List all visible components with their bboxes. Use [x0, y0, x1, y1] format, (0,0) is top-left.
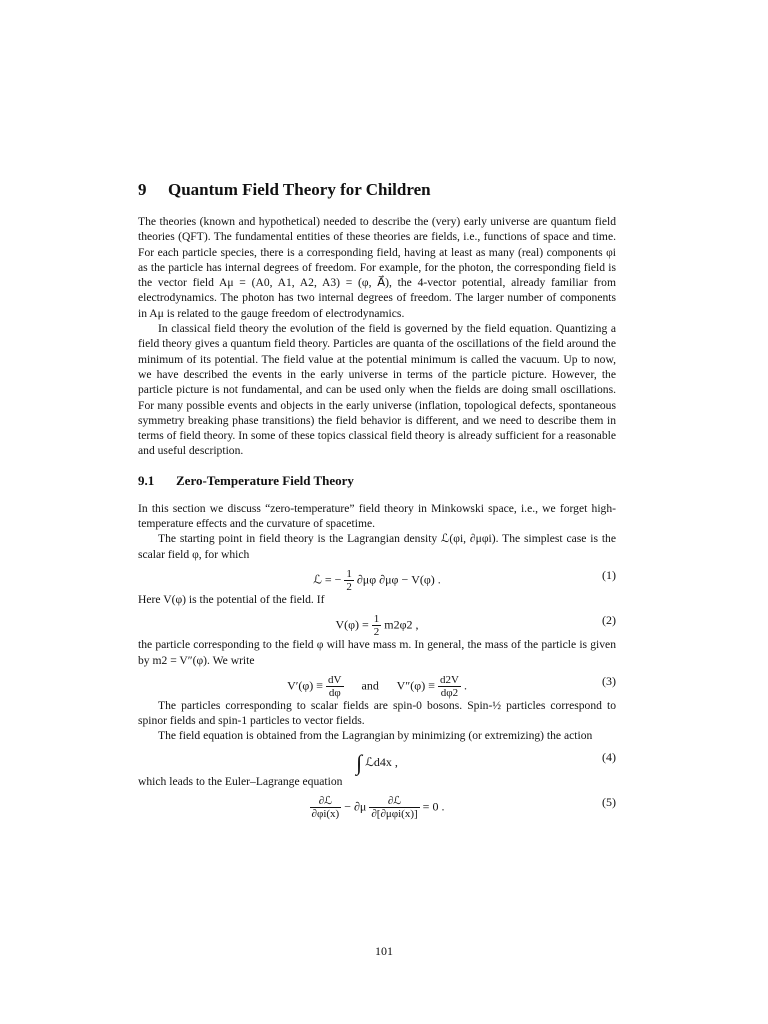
eq2-frac-den: 2: [373, 626, 380, 639]
eq3-tail: .: [463, 678, 467, 693]
page-number: 101: [375, 944, 393, 958]
section-number: 9: [138, 180, 147, 199]
eq3-lhs2: V″(φ) ≡: [396, 678, 435, 693]
page-content: [138, 180, 616, 819]
equation-3: [138, 668, 616, 698]
eq3-number: (3): [602, 673, 616, 688]
paragraph-spin: The particles corresponding to scalar fields are spin-0 bosons. Spin-½ particles correspond to spinor fields and spin-1 particles to vector fields.: [138, 698, 616, 728]
equation-2: [138, 607, 616, 637]
eq1-frac-den: 2: [346, 580, 352, 593]
paragraph-zero-temp: In this section we discuss “zero-temperature” field theory in Minkowski space, i.e., we forget high-temperature effects and the curvature of spacetime.: [138, 501, 616, 531]
eq2-fraction: [372, 613, 382, 638]
eq3-fraction-2: [438, 674, 461, 699]
eq1-number: (1): [602, 567, 616, 582]
paragraph-mass: the particle corresponding to the field φ will have mass m. In general, the mass of the particle is given by m2 = V″(φ). We write: [138, 638, 616, 667]
subsection-heading: [138, 473, 616, 489]
eq5-f1-num: ∂ℒ: [310, 795, 342, 808]
equation-5: [138, 789, 616, 819]
eq5-number: (5): [602, 795, 616, 810]
eq5-f2-den: ∂[∂μφi(x)]: [371, 808, 418, 821]
eq3-lhs1: V′(φ) ≡: [287, 678, 324, 693]
eq3-f2-den: dφ2: [440, 686, 459, 699]
equation-4: [138, 744, 616, 774]
paragraph-potential: Here V(φ) is the potential of the field. If: [138, 592, 325, 606]
eq5-mid: − ∂μ: [344, 799, 367, 814]
eq1-fraction: [344, 568, 354, 593]
eq2-rhs: m2φ2 ,: [384, 617, 419, 632]
equation-1: [138, 562, 616, 592]
eq5-f2-num: ∂ℒ: [369, 795, 419, 808]
eq3-and: and: [361, 678, 379, 693]
eq5-fraction-1: [310, 795, 342, 820]
eq4-integral: ∫: [356, 749, 363, 775]
eq3-f1-num: dV: [328, 673, 342, 686]
eq4-number: (4): [602, 749, 616, 764]
section-title: Quantum Field Theory for Children: [168, 180, 431, 199]
eq1-frac-num: 1: [346, 567, 352, 580]
section-heading: [138, 180, 616, 200]
eq3-fraction-1: [326, 674, 343, 699]
eq2-number: (2): [602, 613, 616, 628]
eq3-f1-den: dφ: [328, 686, 341, 699]
eq1-lhs: ℒ = −: [313, 572, 342, 587]
paragraph-intro: The theories (known and hypothetical) needed to describe the (very) early universe are quantum field theories (QFT). The fundamental entities of these theories are fields, i.e., functions of space and time. For each particle species, there is a corresponding field, having at least as many (real) components φi as the particle has internal degrees of freedom. For example, for the photon, the corresponding field is the vector field Aμ = (A0, A1, A2, A3) = (φ, A⃗), the 4-vector potential, already familiar from electrodynamics. The photon has two internal degrees of freedom. The larger number of components in Aμ is related to the gauge freedom of electrodynamics.: [138, 215, 616, 320]
paragraph-lagrangian: The starting point in field theory is the Lagrangian density ℒ(φi, ∂μφi). The simplest case is the scalar field φ, for which: [138, 532, 616, 561]
paragraph-classical-field: In classical field theory the evolution of the field is governed by the field equation. Quantizing a field theory gives a quantum field theory. Particles are quanta of the oscillations of the field around the minimum of its potential. The field value at the potential minimum is called the vacuum. Up to now, we have described the events in the early universe in terms of the particle picture. However, the particle picture is not fundamental, and can be used only when the fields are doing small oscillations. For many possible events and objects in the early universe (inflation, topological defects, spontaneous symmetry breaking phase transitions) the field behavior is different, and we need to describe them in terms of field theory. In some of these topics classical field theory is already sufficient for a reasonable and useful description.: [138, 322, 616, 458]
eq2-frac-num: 1: [373, 613, 380, 626]
eq2-lhs: V(φ) =: [335, 617, 369, 632]
paragraph-field-equation: The field equation is obtained from the Lagrangian by minimizing (or extremizing) the action: [158, 729, 593, 743]
paragraph-euler-lagrange: which leads to the Euler–Lagrange equation: [138, 774, 343, 788]
subsection-title: Zero-Temperature Field Theory: [176, 472, 354, 488]
subsection-number: 9.1: [138, 472, 155, 488]
eq4-body: ℒd4x ,: [365, 754, 398, 769]
eq5-fraction-2: [369, 795, 419, 820]
eq1-rhs: ∂μφ ∂μφ − V(φ) .: [356, 572, 441, 587]
eq5-tail: = 0 .: [422, 799, 445, 814]
eq5-f1-den: ∂φi(x): [311, 808, 340, 821]
eq3-f2-num: d2V: [439, 673, 459, 686]
